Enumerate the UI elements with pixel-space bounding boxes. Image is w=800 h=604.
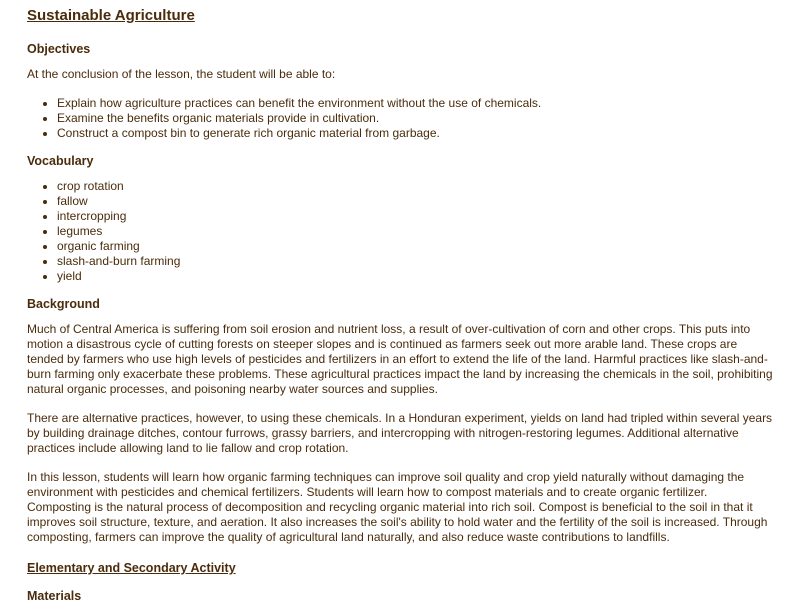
objectives-heading: Objectives bbox=[27, 42, 91, 56]
objective-item: • Examine the benefits organic materials provide in cultivation. bbox=[57, 111, 773, 126]
vocabulary-item: • yield bbox=[57, 269, 773, 284]
objectives-intro: At the conclusion of the lesson, the student will be able to: bbox=[27, 67, 336, 81]
materials-heading: Materials bbox=[27, 589, 82, 603]
background-paragraph: Much of Central America is suffering from soil erosion and nutrient loss, a result of over-cultivation of corn and other crops. This puts into motion a disastrous cycle of cutting forests on steeper slopes and is continued as farmers seek out more arable land. These crops are tended by farmers who use high levels of pesticides and fertilizers in an effort to extend the life of the land. Harmful practices like slash-and-burn farming only exacerbate these problems. These agricultural practices impact the land by increasing the chemicals in the soil, prohibiting natural organic processes, and poisoning nearby water sources and supplies. bbox=[27, 322, 773, 396]
objective-item: • Construct a compost bin to generate rich organic material from garbage. bbox=[57, 126, 773, 141]
objectives-list bbox=[27, 96, 773, 141]
background-paragraph: There are alternative practices, however, to using these chemicals. In a Honduran experiment, yields on land had tripled within several years by building drainage ditches, contour furrows, grassy barriers, and intercropping with nitrogen-restoring legumes. Additional alternative practices include allowing land to lie fallow and crop rotation. bbox=[27, 411, 773, 455]
vocabulary-item: • intercropping bbox=[57, 209, 773, 224]
vocabulary-item: • organic farming bbox=[57, 239, 773, 254]
vocabulary-heading: Vocabulary bbox=[27, 154, 94, 168]
objective-item: • Explain how agriculture practices can benefit the environment without the use of chemicals. bbox=[57, 96, 773, 111]
background-heading: Background bbox=[27, 297, 100, 311]
page-title[interactable]: Sustainable Agriculture bbox=[27, 7, 195, 24]
vocabulary-item: • crop rotation bbox=[57, 179, 773, 194]
background-paragraph: In this lesson, students will learn how organic farming techniques can improve soil quality and crop yield naturally without damaging the environment with pesticides and chemical fertilizers. Students will learn how to compost materials and to create organic fertilizer. Composting is the natural process of decomposition and recycling organic material into rich soil. Compost is beneficial to the soil in that it improves soil structure, texture, and aeration. It also increases the soil's ability to hold water and the fertility of the soil is increased. Through composting, farmers can improve the quality of agricultural land naturally, and also reduce waste contributions to landfills. bbox=[27, 470, 768, 544]
vocabulary-item: • slash-and-burn farming bbox=[57, 254, 773, 269]
vocabulary-item: • fallow bbox=[57, 194, 773, 209]
vocabulary-list bbox=[27, 179, 773, 284]
vocabulary-item: • legumes bbox=[57, 224, 773, 239]
activity-heading-link[interactable]: Elementary and Secondary Activity bbox=[27, 561, 236, 575]
